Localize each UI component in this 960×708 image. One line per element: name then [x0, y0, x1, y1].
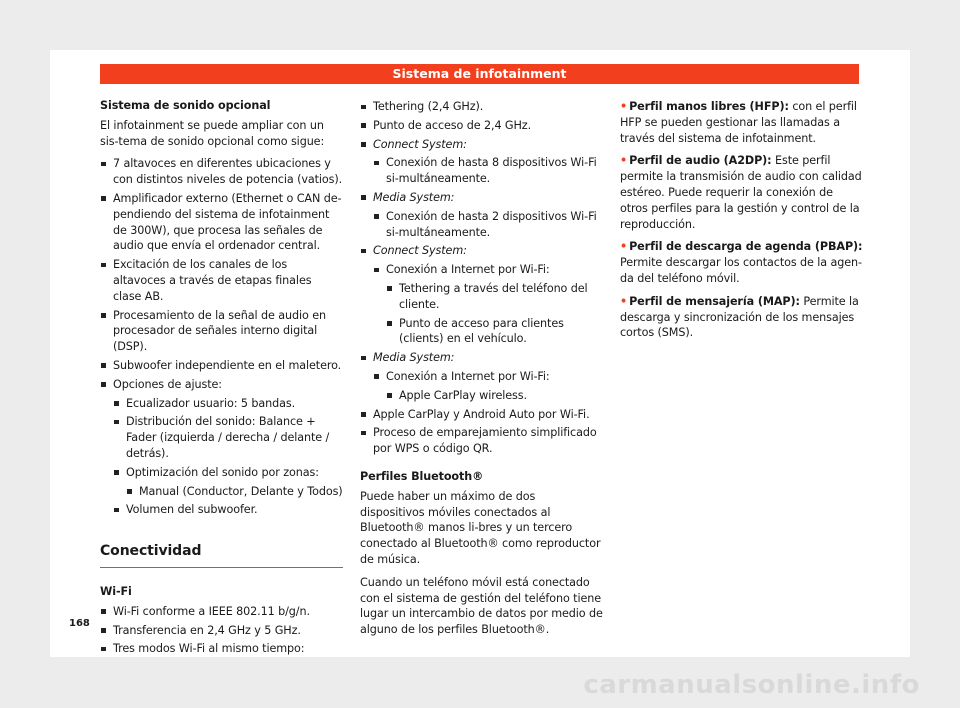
list-item: Ecualizador usuario: 5 bandas.: [113, 396, 343, 412]
profile-text: con el perfil HFP se pueden gestionar las llamadas a través del sistema de infotainment.: [620, 100, 857, 145]
profile-title: Perfil manos libres (HFP):: [629, 100, 789, 113]
bullet-dot-icon: •: [620, 100, 628, 113]
list-item: 7 altavoces en diferentes ubicaciones y con distintos niveles de potencia (vatios).: [100, 156, 343, 188]
list-item: Apple CarPlay wireless.: [386, 388, 603, 404]
sub-list: [373, 155, 603, 187]
wifi-list: [100, 604, 343, 657]
column-3: [620, 99, 863, 348]
internet-wifi-label: Conexión a Internet por Wi-Fi:: [386, 263, 550, 277]
list-item: Tethering a través del teléfono del cliente.: [386, 281, 603, 313]
media-system-label: Media System:: [373, 351, 455, 365]
section-heading-connectivity: Conectividad: [100, 544, 343, 568]
list-item: [373, 262, 603, 347]
profile-text: Este perfil permite la transmisión de audio con calidad estéreo. Puede requerir la conexión de otros perfiles para la gestión y control de la reproducción.: [620, 154, 862, 231]
list-item: Punto de acceso de 2,4 GHz.: [360, 118, 603, 134]
list-item: Manual (Conductor, Delante y Todos): [126, 484, 343, 500]
profile-title: Perfil de mensajería (MAP):: [629, 294, 800, 308]
connect-system-label: Connect System:: [373, 137, 467, 151]
sub-list: [373, 209, 603, 241]
list-item: Conexión de hasta 8 dispositivos Wi-Fi si-multáneamente.: [373, 155, 603, 187]
internet-wifi-label: Conexión a Internet por Wi-Fi:: [386, 369, 550, 383]
profile-hfp: [620, 99, 863, 146]
bullet-dot-icon: •: [620, 154, 628, 168]
connect-system-label: Connect System:: [373, 244, 467, 258]
sub-list: [373, 262, 603, 347]
bullet-dot-icon: •: [620, 240, 628, 254]
list-item: Transferencia en 2,4 GHz y 5 GHz.: [100, 623, 343, 639]
bluetooth-paragraph: Puede haber un máximo de dos dispositivos móviles conectados al Bluetooth® manos li-bres y un tercero conectado al Bluetooth® como reproductor de música.: [360, 489, 601, 566]
wifi-modes-list: [360, 99, 603, 134]
sub-sub-list: [386, 388, 603, 404]
list-item: [360, 190, 603, 240]
profile-map: [620, 294, 863, 341]
watermark-text: carmanualsonline.info: [583, 670, 920, 700]
adjust-options-list: [113, 396, 343, 519]
list-item: [360, 137, 603, 187]
list-item: Subwoofer independiente en el maletero.: [100, 358, 343, 374]
wifi-title: Wi-Fi: [100, 584, 132, 598]
list-item: [100, 377, 343, 518]
media-system-label: Media System:: [373, 190, 455, 204]
bullet-dot-icon: •: [620, 294, 628, 308]
adjust-options-label: Opciones de ajuste:: [113, 377, 222, 391]
zone-optimization-label: Optimización del sonido por zonas:: [126, 465, 319, 479]
sub-list: [373, 369, 603, 404]
sound-system-title: Sistema de sonido opcional: [100, 99, 271, 112]
list-item: [360, 350, 603, 403]
list-item: [373, 369, 603, 404]
profile-text: Permite descargar los contactos de la agen-da del teléfono móvil.: [620, 256, 862, 285]
list-item: Tres modos Wi-Fi al mismo tiempo:: [100, 641, 343, 657]
profile-text: Permite la descarga y sincronización de los mensajes cortos (SMS).: [620, 294, 859, 340]
system-list: [360, 137, 603, 457]
list-item: Apple CarPlay y Android Auto por Wi-Fi.: [360, 407, 603, 423]
sound-system-intro: El infotainment se puede ampliar con un sis-tema de sonido opcional como sigue:: [100, 118, 325, 148]
column-1: [100, 98, 343, 663]
list-item: Wi-Fi conforme a IEEE 802.11 b/g/n.: [100, 604, 343, 620]
manual-page: [50, 50, 910, 657]
list-item: [113, 465, 343, 500]
list-item: Volumen del subwoofer.: [113, 502, 343, 518]
profile-pbap: [620, 239, 863, 286]
profile-a2dp: [620, 153, 863, 232]
page-number: 168: [69, 618, 90, 629]
sub-sub-list: [386, 281, 603, 347]
list-item: Conexión de hasta 2 dispositivos Wi-Fi si-multáneamente.: [373, 209, 603, 241]
list-item: Tethering (2,4 GHz).: [360, 99, 603, 115]
list-item: Procesamiento de la señal de audio en procesador de señales interno digital (DSP).: [100, 308, 343, 355]
bluetooth-profiles-title: Perfiles Bluetooth®: [360, 469, 484, 483]
column-2: [360, 99, 603, 645]
chapter-header: Sistema de infotainment: [100, 64, 859, 84]
zone-list: [126, 484, 343, 500]
list-item: Punto de acceso para clientes (clients) en el vehículo.: [386, 316, 603, 348]
sound-system-list: [100, 156, 343, 518]
list-item: Proceso de emparejamiento simplificado por WPS o código QR.: [360, 425, 603, 457]
list-item: Amplificador externo (Ethernet o CAN de-pendiendo del sistema de infotainment de 300W), que procesa las señales de audio que envía el ordenador central.: [100, 191, 343, 254]
list-item: Distribución del sonido: Balance + Fader (izquierda / derecha / delante / detrás).: [113, 414, 343, 461]
profile-title: Perfil de descarga de agenda (PBAP):: [629, 240, 863, 254]
profile-title: Perfil de audio (A2DP):: [629, 154, 772, 168]
bluetooth-paragraph: Cuando un teléfono móvil está conectado con el sistema de gestión del teléfono tiene lugar un intercambio de datos por medio de alguno de los perfiles Bluetooth®.: [360, 575, 603, 637]
list-item: [360, 243, 603, 347]
list-item: Excitación de los canales de los altavoces a través de etapas finales clase AB.: [100, 257, 343, 304]
